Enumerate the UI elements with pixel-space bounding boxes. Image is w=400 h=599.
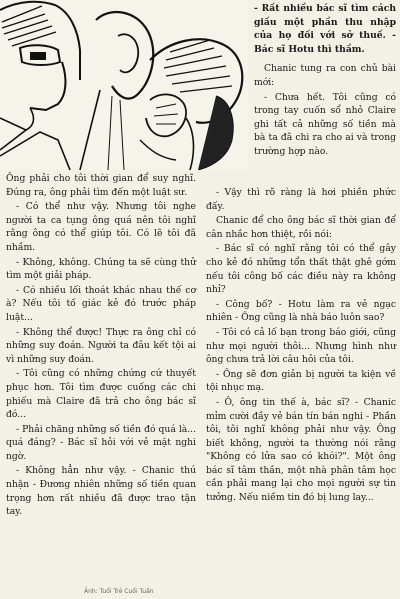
illustration-caption: - Rất nhiều bác sĩ tìm cách giấu một phần thu nhập của họ đối với sở thuế. - Bác sĩ Hotu thì thầm.: [254, 3, 396, 55]
paragraph: Ông phải cho tôi thời gian để suy nghĩ. Đúng ra, ông phải tìm đến một luật sư.: [6, 173, 196, 198]
two-men-whispering-drawing: [0, 0, 248, 170]
paragraph: - Vậy thì rõ ràng là hơi phiền phức đấy.: [206, 187, 396, 212]
paragraph: - Chưa hết. Tôi cũng có trong tay cuốn sổ nhỏ Claire ghi tất cả những số tiền mà bà ta đã chi ra cho ai và trong trường hợp nào.: [254, 91, 396, 157]
illustration: [0, 0, 248, 170]
paragraph: - Không hẳn như vậy. - Chanic thú nhận - Đương nhiên những số tiền quan trọng hơn rất nhiều đã được trao tận tay.: [6, 465, 196, 518]
paragraph: - Công bố? - Hotu làm ra vẻ ngạc nhiên - Ông cũng là nhà báo luôn sao?: [206, 298, 396, 324]
paragraph: - Tôi có cả lố bạn trong báo giới, cũng như mọi người thôi... Nhưng hình như ông chưa trả lời câu hỏi của tôi.: [206, 326, 396, 366]
photo-credit: Ảnh: Tuổi Trẻ Cuối Tuần: [84, 588, 154, 595]
paragraph: - Ông sẽ đơn giản bị người ta kiện về tội nhục mạ.: [206, 368, 396, 394]
paragraph: - Ô, ông tin thế à, bác sĩ? - Chanic mỉm cười đầy vẻ bán tín bán nghi - Phần tôi, tôi nghĩ không phải như vậy. Ông biết không, người ta thường nói rằng "Không có lửa sao có khói?". Một ông bác sĩ tâm thần, một nhà phân tâm học cần phải mang lại cho mọi người sự tin tưởng. Nếu niềm tin đó bị lung lay...: [206, 396, 396, 504]
paragraph: Chanic tung ra con chủ bài mới:: [254, 63, 396, 88]
paragraph: - Có nhiều lối thoát khác nhau thế cơ à? Nếu tôi tố giác kẻ đó trước pháp luật...: [6, 284, 196, 323]
paragraph: - Có thể như vậy. Nhưng tôi nghe người ta ca tụng ông quá nên tôi nghĩ rằng ông có thể giúp tôi. Có lẽ tôi đã nhầm.: [6, 201, 196, 253]
paragraph: - Bác sĩ có nghĩ rằng tôi có thể gây cho kẻ đó những tổn thất thật ghê gớm nếu tôi công bố các điều này ra không nhỉ?: [206, 243, 396, 296]
right-column: [206, 186, 396, 506]
left-column: [6, 172, 196, 520]
paragraph: - Không, không. Chúng ta sẽ cùng thử tìm một giải pháp.: [6, 256, 196, 282]
paragraph: - Không thể được! Thực ra ông chỉ có những suy đoán. Người ta đâu kết tội ai vì những suy đoán.: [6, 326, 196, 365]
paragraph: - Phải chăng những số tiền đó quá là... quá đáng? - Bác sĩ hỏi với vẻ mặt nghi ngờ.: [6, 423, 196, 462]
paragraph: Chanic để cho ông bác sĩ thời gian để cân nhắc hơn thiệt, rồi nói:: [206, 215, 396, 240]
paragraph: - Tôi cũng có những chứng cứ thuyết phục hơn. Tôi tìm được cuống các chi phiếu mà Claire đã trả cho ông bác sĩ đó...: [6, 368, 196, 421]
top-right-column: [254, 2, 396, 160]
